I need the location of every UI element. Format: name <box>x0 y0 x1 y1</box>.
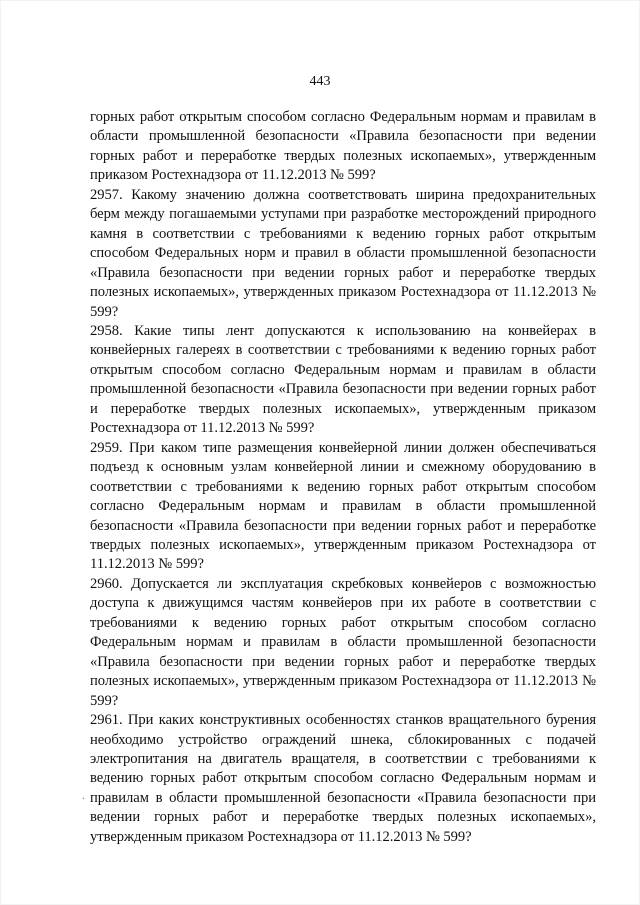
question-2957: 2957. Какому значению должна соответствовать ширина предохранительных берм между погашаемыми уступами при разработке месторождений природного камня в соответствии с требованиями к ведению горных работ открытым способом Федеральных норм и правил в области промышленной безопасности «Правила безопасности при ведении горных работ и переработке твердых полезных ископаемых», утвержденных приказом Ростехнадзора от 11.12.2013 № 599? <box>90 186 596 320</box>
page-number: 443 <box>309 74 331 89</box>
document-body <box>90 108 596 847</box>
paragraph-continuation: горных работ открытым способом согласно Федеральным нормам и правилам в области промышленной безопасности «Правила безопасности при ведении горных работ и переработке твердых полезных ископаемых», утвержденным приказом Ростехнадзора от 11.12.2013 № 599? <box>90 109 596 184</box>
scan-speck: . <box>82 788 85 802</box>
question-2961: 2961. При каких конструктивных особенностях станков вращательного бурения необходимо устройство ограждений шнека, сблокированных с подачей электропитания на двигатель вращателя, в соответствии с требованиями к ведению горных работ открытым способом согласно Федеральным нормам и правилам в области промышленной безопасности «Правила безопасности при ведении горных работ и переработке твердых полезных ископаемых», утвержденным приказом Ростехнадзора от 11.12.2013 № 599? <box>90 712 596 845</box>
question-2958: 2958. Какие типы лент допускаются к использованию на конвейерах в конвейерных галереях в соответствии с требованиями к ведению горных работ открытым способом согласно Федеральным нормам и правилам в области промышленной безопасности «Правила безопасности при ведении горных работ и переработке твердых полезных ископаемых», утвержденным приказом Ростехнадзора от 11.12.2013 № 599? <box>90 322 596 437</box>
question-2959: 2959. При каком типе размещения конвейерной линии должен обеспечиваться подъезд к основным узлам конвейерной линии и смежному оборудованию в соответствии с требованиями к ведению горных работ открытым способом согласно Федеральным нормам и правилам в области промышленной безопасности «Правила безопасности при ведении горных работ и переработке твердых полезных ископаемых», утвержденным приказом Ростехнадзора от 11.12.2013 № 599? <box>90 439 596 573</box>
question-2960: 2960. Допускается ли эксплуатация скребковых конвейеров с возможностью доступа к движущимся частям конвейеров при их работе в соответствии с требованиями к ведению горных работ открытым способом согласно Федеральным нормам и правилам в области промышленной безопасности «Правила безопасности при ведении горных работ и переработке твердых полезных ископаемых», утвержденным приказом Ростехнадзора от 11.12.2013 № 599? <box>90 575 596 709</box>
